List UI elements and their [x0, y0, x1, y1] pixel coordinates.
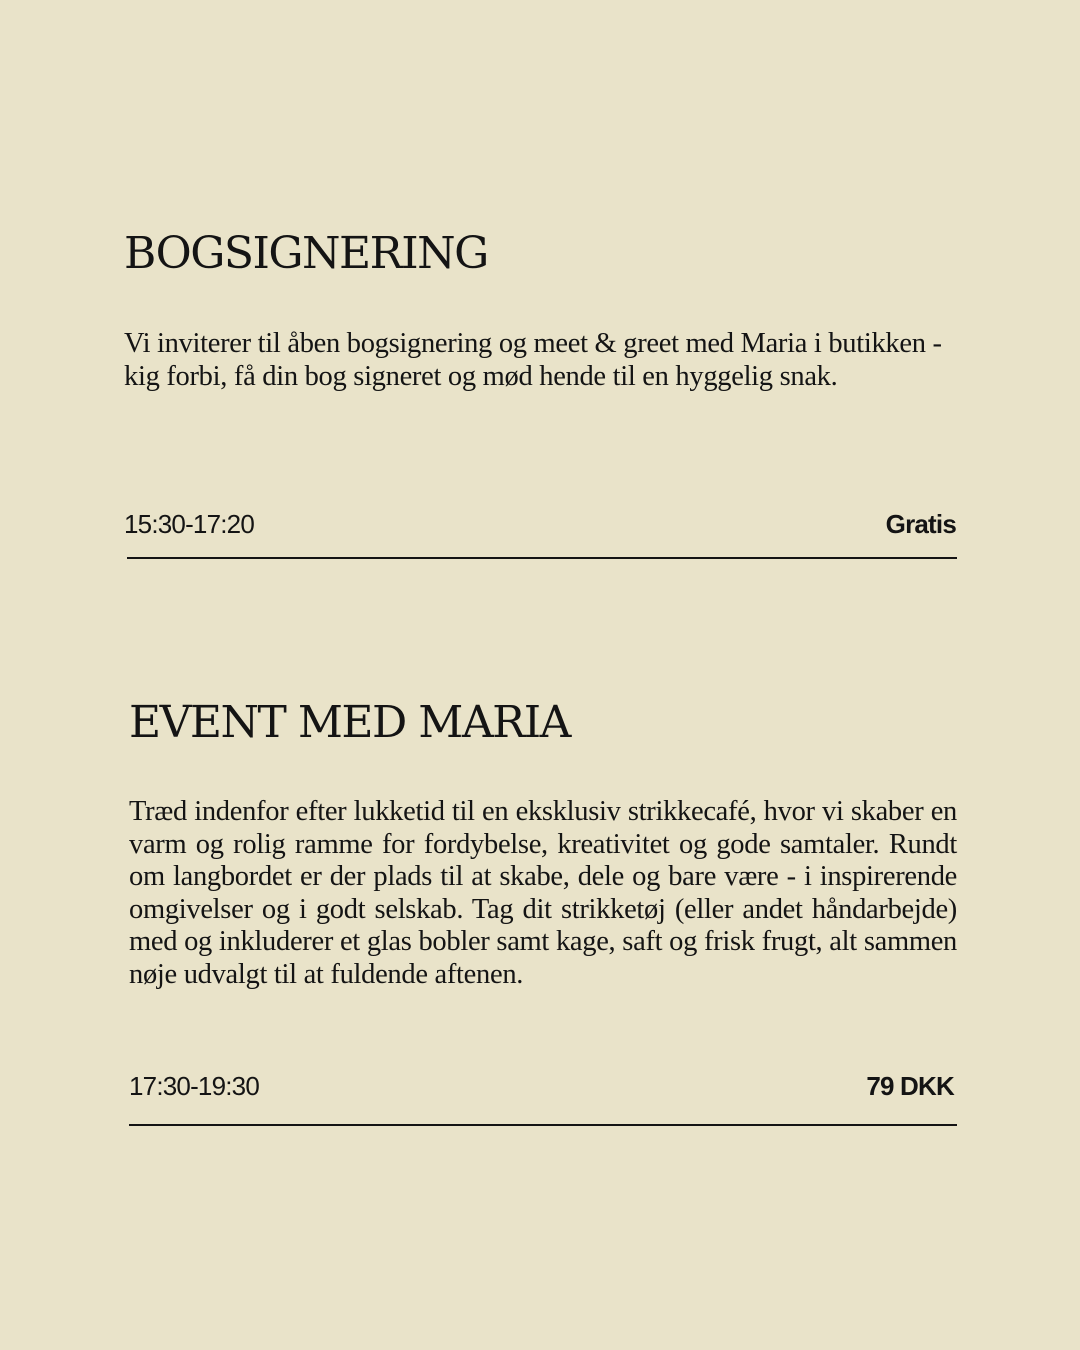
event-price: 79 DKK — [866, 1071, 954, 1101]
event-description: Vi inviterer til åben bogsignering og meet & greet med Maria i butikken - kig forbi, få din bog signeret og mød hende til en hyggelig snak. — [124, 328, 942, 392]
event-description: Træd indenfor efter lukketid til en eksklusiv strikkecafé, hvor vi skaber en varm og rolig ramme for fordybelse, kreativitet og gode samtaler. Rundt om langbordet er der plads til at skabe, dele og bare være - i inspirerende omgivelser og i godt selskab. Tag dit strikketøj (eller andet håndarbejde) med og inkluderer et glas bobler samt kage, saft og frisk frugt, alt sammen nøje udvalgt til at fuldende aftenen. — [129, 796, 957, 990]
divider — [129, 1124, 957, 1126]
event-time: 17:30-19:30 — [129, 1071, 259, 1101]
event-title: EVENT MED MARIA — [129, 697, 570, 748]
event-title: BOGSIGNERING — [124, 228, 488, 279]
divider — [127, 557, 957, 559]
event-time: 15:30-17:20 — [124, 509, 254, 539]
event-price: Gratis — [885, 509, 956, 539]
